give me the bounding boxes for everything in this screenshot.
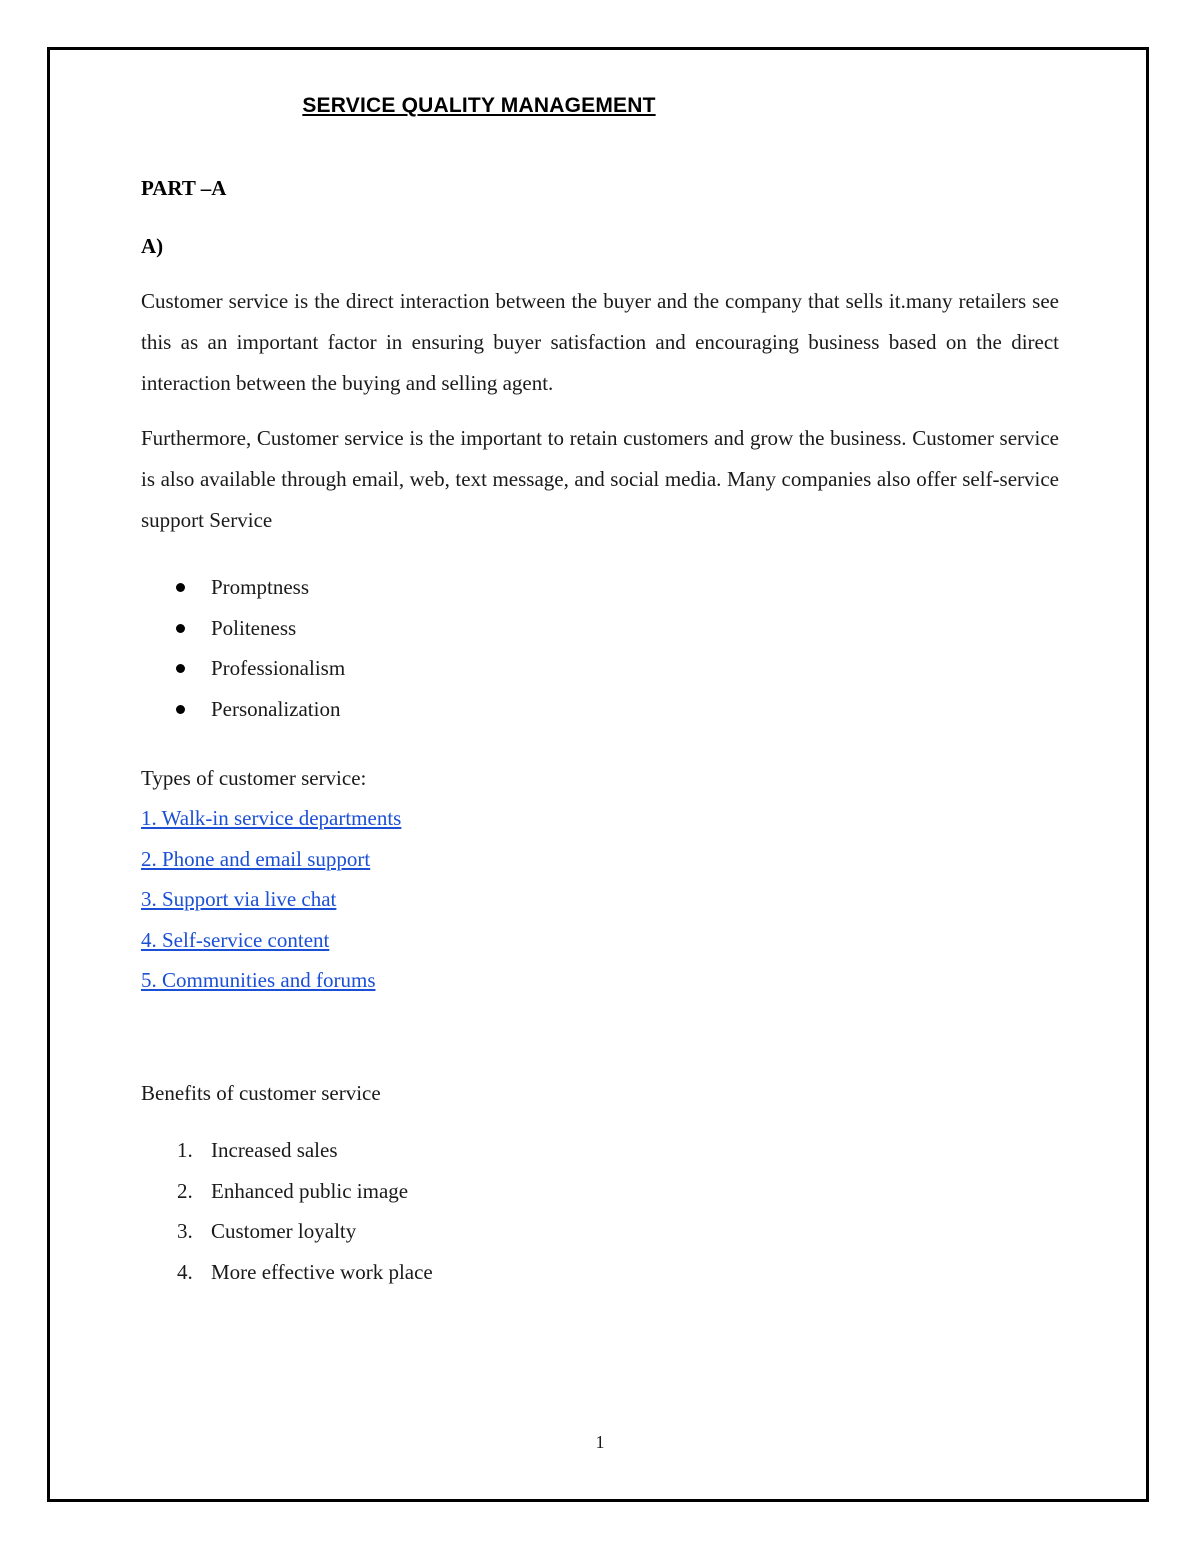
list-item	[141, 839, 401, 880]
bullet-icon	[176, 705, 185, 714]
types-heading: Types of customer service:	[141, 766, 367, 790]
page-number: 1	[595, 1432, 605, 1452]
bullet-icon	[176, 624, 185, 633]
section-heading: A)	[141, 234, 164, 258]
link-live-chat-support[interactable]: 3. Support via live chat	[141, 887, 337, 912]
list-item: Personalization	[141, 689, 345, 730]
bullet-icon	[176, 664, 185, 673]
benefits-list	[141, 1130, 433, 1292]
qualities-list	[141, 567, 345, 729]
list-item	[141, 798, 401, 839]
list-item: Promptness	[141, 567, 345, 608]
paragraph-furthermore: Furthermore, Customer service is the important to retain customers and grow the business. Customer service is also available through email, web, text message, and social media. Many companies also offer self-service support Service	[141, 426, 1059, 532]
list-item: Politeness	[141, 608, 345, 649]
list-item: 1. Increased sales	[177, 1138, 338, 1162]
list-item: 4. More effective work place	[177, 1259, 433, 1284]
paragraph-customer-service: Customer service is the direct interaction between the buyer and the company that sells it.many retailers see this as an important factor in ensuring buyer satisfaction and encouraging business based on the direct interaction between the buying and selling agent.	[141, 289, 1059, 395]
list-item	[141, 960, 401, 1001]
bullet-icon	[176, 583, 185, 592]
list-item	[141, 879, 401, 920]
link-phone-email-support[interactable]: 2. Phone and email support	[141, 846, 371, 871]
benefits-heading: Benefits of customer service	[141, 1081, 381, 1105]
list-item: 3. Customer loyalty	[177, 1219, 357, 1243]
document-title: SERVICE QUALITY MANAGEMENT	[302, 94, 656, 117]
link-communities-forums[interactable]: 5. Communities and forums	[141, 968, 376, 993]
link-self-service-content[interactable]: 4. Self-service content	[141, 927, 330, 952]
part-heading: PART –A	[141, 176, 227, 200]
list-item: 2. Enhanced public image	[177, 1178, 409, 1203]
types-list	[141, 798, 401, 1001]
list-item: Professionalism	[141, 648, 345, 689]
list-item	[141, 920, 401, 961]
link-walk-in-service[interactable]: 1. Walk-in service departments	[141, 806, 402, 830]
